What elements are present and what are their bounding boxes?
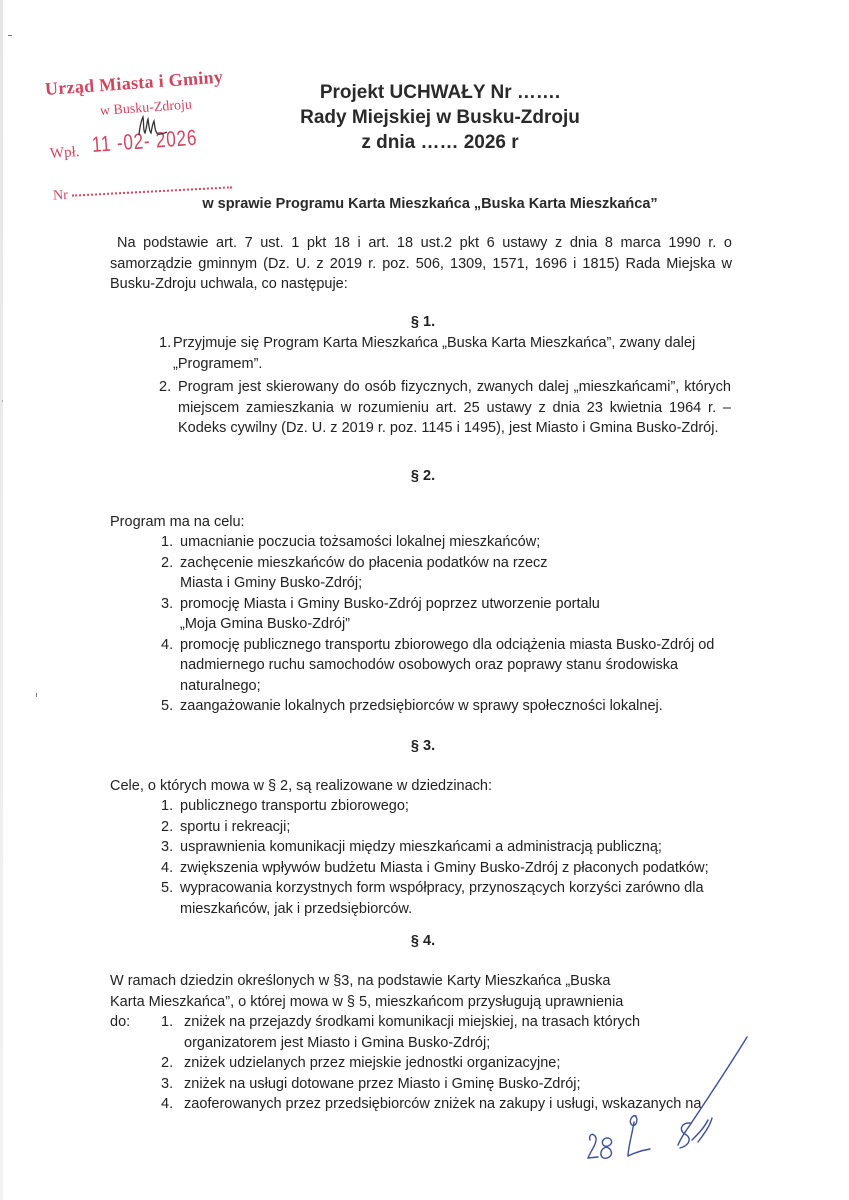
list-item-text: zniżek udzielanych przez miejskie jednostki organizacyjne; bbox=[184, 1055, 561, 1071]
list-item bbox=[161, 696, 741, 717]
list-item-number: 2. bbox=[161, 554, 174, 571]
section-3-intro: Cele, o których mowa w § 2, są realizowane w dziedzinach: bbox=[110, 778, 493, 794]
list-item-text: Przyjmuje się Program Karta Mieszkańca „Buska Karta Mieszkańca”, zwany dalej „Programem”. bbox=[173, 335, 696, 372]
title-line-3: z dnia …… 2026 r bbox=[361, 132, 519, 153]
list-item bbox=[161, 532, 741, 553]
scan-speck bbox=[8, 35, 12, 36]
list-item-text: zaangażowanie lokalnych przedsiębiorców w sprawy społeczności lokalnej. bbox=[180, 698, 663, 714]
section-2-intro: Program ma na celu: bbox=[110, 514, 245, 530]
resolution-subject: w sprawie Programu Karta Mieszkańca „Buska Karta Mieszkańca” bbox=[202, 196, 658, 212]
list-item bbox=[161, 796, 741, 817]
scan-edge bbox=[0, 0, 3, 1200]
preamble-line-3: Busku-Zdroju uchwala, co następuje: bbox=[110, 276, 348, 292]
section-4-heading: § 4. bbox=[410, 933, 436, 949]
list-item-text: promocję publicznego transportu zbiorowego dla odciążenia miasta Busko-Zdrój od nadmiernego ruchu samochodów osobowych oraz poprawy stanu środowiska naturalnego; bbox=[180, 636, 715, 694]
handwritten-signature-icon bbox=[540, 1010, 800, 1190]
list-item bbox=[161, 858, 741, 879]
list-item bbox=[161, 878, 740, 919]
scan-speck bbox=[2, 400, 3, 402]
list-item bbox=[159, 377, 731, 439]
section-2-heading: § 2. bbox=[410, 468, 436, 484]
list-item-number: 3. bbox=[161, 839, 174, 855]
stamp-office-location: w Busku-Zdroju bbox=[99, 97, 193, 119]
list-item-text: zwiększenia wpływów budżetu Miasta i Gminy Busko-Zdrój z płaconych podatków; bbox=[180, 859, 709, 876]
section-1-list bbox=[159, 333, 731, 439]
list-item-number: 3. bbox=[161, 1075, 174, 1092]
section-3-heading: § 3. bbox=[410, 738, 436, 754]
list-item bbox=[161, 594, 600, 635]
list-item-text: umacnianie poczucia tożsamości lokalnej mieszkańców; bbox=[180, 534, 541, 550]
list-item-number: 1. bbox=[159, 335, 172, 351]
preamble-line-2: samorządzie gminnym (Dz. U. z 2019 r. poz. 506, 1309, 1571, 1696 i 1815) Rada Miejska w bbox=[110, 255, 732, 272]
list-item-number: 5. bbox=[161, 880, 174, 896]
stamp-received-date: 11 -02- 2026 bbox=[91, 124, 198, 157]
section-3-list bbox=[161, 796, 741, 919]
preamble bbox=[110, 233, 732, 295]
section-2-list bbox=[161, 532, 741, 717]
list-item-text: sportu i rekreacji; bbox=[180, 818, 291, 835]
list-item-number: 2. bbox=[161, 818, 174, 835]
list-item-text: usprawnienia komunikacji między mieszkańcami a administracją publiczną; bbox=[180, 839, 662, 855]
list-item-text: zaoferowanych przez przedsiębiorców zniżek na zakupy i usługi, wskazanych na bbox=[184, 1096, 702, 1112]
list-item-number: 4. bbox=[161, 1096, 174, 1112]
handwritten-initials-icon bbox=[136, 113, 170, 143]
stamp-number-label: Nr bbox=[52, 187, 69, 204]
list-item-text: zniżek na przejazdy środkami komunikacji miejskiej, na trasach których organizatorem jest Miasto i Gmina Busko-Zdrój; bbox=[184, 1014, 641, 1051]
list-item-number: 2. bbox=[161, 1055, 174, 1071]
list-item-text: Program jest skierowany do osób fizycznych, zwanych dalej „mieszkańcami”, których miejscem zamieszkania w rozumieniu art. 25 ustawy z dnia 23 kwietnia 1964 r. – Kodeks cywilny (Dz. U. z 2019 r. poz. 1145 i 1495), jest Miasto i Gmina Busko-Zdrój. bbox=[178, 379, 731, 436]
scan-speck bbox=[36, 693, 37, 697]
title-line-1: Projekt UCHWAŁY Nr ……. bbox=[319, 82, 561, 103]
list-item bbox=[159, 333, 731, 374]
stamp-received-label: Wpł. bbox=[49, 143, 81, 163]
list-item-number: 1. bbox=[161, 798, 174, 814]
list-item-text: promocję Miasta i Gminy Busko-Zdrój poprzez utworzenie portalu „Moja Gmina Busko-Zdrój” bbox=[180, 595, 600, 632]
stamp-office-name: Urząd Miasta i Gminy bbox=[44, 66, 224, 99]
list-item bbox=[161, 553, 560, 594]
list-item-text: publicznego transportu zbiorowego; bbox=[180, 798, 409, 814]
list-item-number: 1. bbox=[161, 534, 174, 550]
list-item-text: zachęcenie mieszkańców do płacenia podatków na rzecz Miasta i Gminy Busko-Zdrój; bbox=[180, 554, 548, 591]
section-4-intro: W ramach dziedzin określonych w §3, na podstawie Karty Mieszkańca „Buska Karta Mieszkańca”, o której mowa w § 5, mieszkańcom przysługują uprawnienia do: bbox=[110, 973, 624, 1030]
list-item-number: 2. bbox=[159, 379, 172, 395]
list-item-number: 5. bbox=[161, 698, 174, 714]
list-item-text: wypracowania korzystnych form współpracy, przynoszących korzyści zarówno dla mieszkańców, jak i przedsiębiorców. bbox=[180, 880, 704, 917]
resolution-title bbox=[230, 80, 650, 155]
list-item bbox=[161, 635, 741, 697]
preamble-line-1: Na podstawie art. 7 ust. 1 pkt 18 i art. 18 ust.2 pkt 6 ustawy z dnia 8 marca 1990 r. o bbox=[117, 235, 732, 251]
list-item-number: 4. bbox=[161, 859, 174, 876]
list-item bbox=[161, 837, 741, 858]
title-line-2: Rady Miejskiej w Busku-Zdroju bbox=[300, 107, 580, 128]
list-item-text: zniżek na usługi dotowane przez Miasto i Gminę Busko-Zdrój; bbox=[184, 1075, 581, 1092]
list-item-number: 4. bbox=[161, 636, 174, 653]
list-item-number: 1. bbox=[161, 1014, 174, 1030]
section-1-heading: § 1. bbox=[410, 314, 436, 330]
list-item-number: 3. bbox=[161, 595, 174, 612]
list-item bbox=[161, 817, 741, 838]
